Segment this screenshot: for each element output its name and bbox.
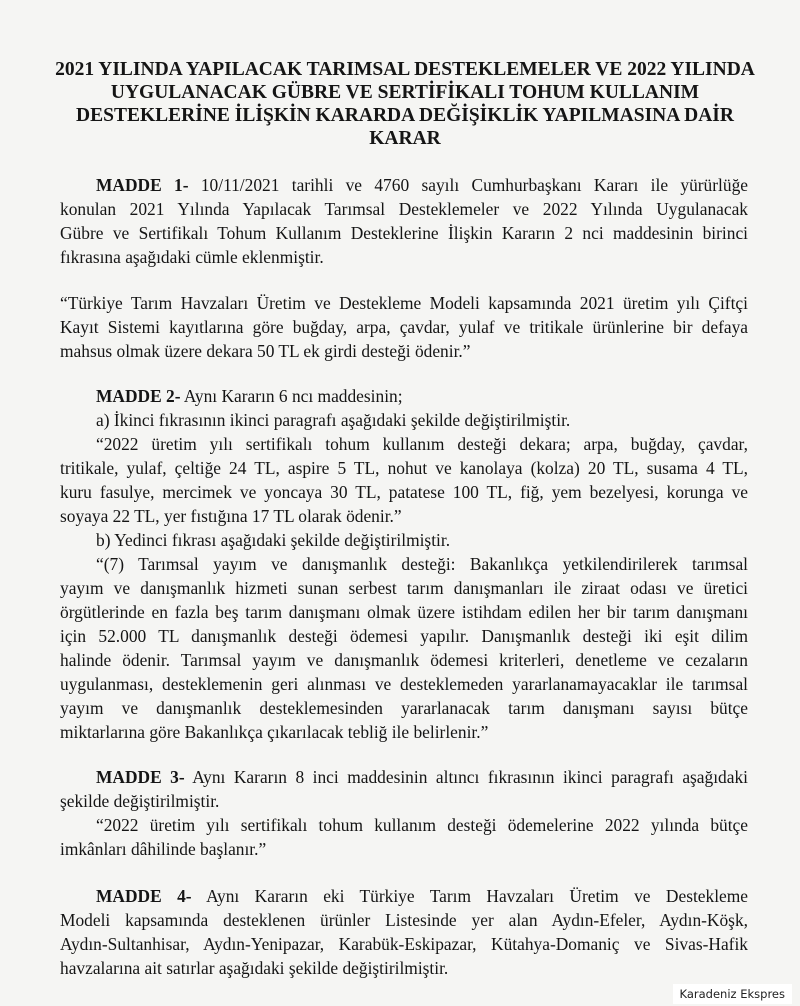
madde-1-text [60, 173, 748, 269]
paragraph-line: Modeli kapsamında desteklenen ürünler Listesinde yer alan Aydın-Efeler, Aydın-Köşk, [60, 910, 748, 930]
paragraph-line: Gübre ve Sertifikalı Tohum Kullanım Desteklerine İlişkin Kararın 2 nci maddesinin birinci [60, 223, 748, 243]
paragraph-line: MADDE 1- 10/11/2021 tarihli ve 4760 sayılı Cumhurbaşkanı Kararı ile yürürlüğe [96, 175, 748, 195]
paragraph-line: MADDE 2- Aynı Kararın 6 ncı maddesinin; [96, 386, 403, 406]
paragraph-line: yayım ve danışmanlık desteklemesinden yararlanacak tarım danışmanı sayısı bütçe [60, 698, 748, 718]
paragraph-line: MADDE 4- Aynı Kararın eki Türkiye Tarım Havzaları Üretim ve Destekleme [96, 886, 749, 906]
paragraph-line: “2022 üretim yılı sertifikalı tohum kullanım desteği dekara; arpa, buğday, çavdar, [96, 434, 748, 454]
document-title [40, 58, 770, 150]
paragraph-line: Kayıt Sistemi kayıtlarına göre buğday, arpa, çavdar, yulaf ve tritikale ürünlerine bir defaya [60, 317, 748, 337]
paragraph-line: halinde ödenir. Tarımsal yayım ve danışmanlık ödemesi kriterleri, denetleme ve cezaların [60, 650, 748, 670]
title-line: KARAR [369, 128, 441, 149]
paragraph-line: yayım ve danışmanlık hizmeti sunan serbest tarım danışmanları ile ziraat odası ve üretici [60, 578, 748, 598]
paragraph-line: havzalarına ait satırlar aşağıdaki şekilde değiştirilmiştir. [60, 958, 449, 978]
paragraph-line: Aydın-Sultanhisar, Aydın-Yenipazar, Karabük-Eskipazar, Kütahya-Domaniç ve Sivas-Hafik [60, 934, 748, 954]
paragraph-line: MADDE 3- Aynı Kararın 8 inci maddesinin altıncı fıkrasının ikinci paragrafı aşağıdaki [96, 767, 748, 787]
watermark-label: Karadeniz Ekspres [673, 984, 792, 1004]
title-line: 2021 YILINDA YAPILACAK TARIMSAL DESTEKLEMELER VE 2022 YILINDA [55, 59, 755, 80]
madde-4-text [60, 884, 748, 980]
article-heading: MADDE 3- [96, 767, 185, 787]
article-heading: MADDE 1- [96, 175, 189, 195]
paragraph-line: kuru fasulye, mercimek ve yoncaya 30 TL, patatese 100 TL, fiğ, yem bezelyesi, korunga ve [60, 482, 748, 502]
paragraph-line: şekilde değiştirilmiştir. [60, 791, 220, 811]
paragraph-line: uygulanması, desteklemenin geri alınması ve desteklemeden yararlanamayacaklar ile tarımsal [60, 674, 748, 694]
paragraph-line: soyaya 22 TL, yer fıstığına 17 TL olarak ödenir.” [60, 506, 402, 526]
title-line: UYGULANACAK GÜBRE VE SERTİFİKALI TOHUM KULLANIM [110, 82, 700, 103]
title-line: DESTEKLERİNE İLİŞKİN KARARDA DEĞİŞİKLİK YAPILMASINA DAİR [76, 105, 734, 126]
paragraph-line: imkânları dâhilinde başlanır.” [60, 839, 267, 859]
paragraph-line: örgütlerinde en fazla beş tarım danışmanı olmak üzere istihdam edilen her bir tarım danışmanı [60, 602, 748, 622]
paragraph-line: tritikale, yulaf, çeltiğe 24 TL, aspire 5 TL, nohut ve kanolaya (kolza) 20 TL, susama 4 TL, [60, 458, 748, 478]
paragraph-line: “(7) Tarımsal yayım ve danışmanlık desteği: Bakanlıkça yetkilendirilerek tarımsal [96, 554, 748, 574]
paragraph-line: “2022 üretim yılı sertifikalı tohum kullanım desteği ödemelerine 2022 yılında bütçe [96, 815, 748, 835]
article-heading: MADDE 4- [96, 886, 192, 906]
madde-2-text [60, 384, 748, 744]
madde-1-quote [60, 291, 748, 363]
paragraph-line: “Türkiye Tarım Havzaları Üretim ve Destekleme Modeli kapsamında 2021 üretim yılı Çiftçi [60, 293, 748, 313]
madde-3-text [60, 765, 748, 861]
paragraph-line: fıkrasına aşağıdaki cümle eklenmiştir. [60, 247, 324, 267]
paragraph-line: mahsus olmak üzere dekara 50 TL ek girdi desteği ödenir.” [60, 341, 471, 361]
paragraph-line: miktarlarına göre Bakanlıkça çıkarılacak tebliğ ile belirlenir.” [60, 722, 489, 742]
paragraph-line: konulan 2021 Yılında Yapılacak Tarımsal Desteklemeler ve 2022 Yılında Uygulanacak [60, 199, 748, 219]
paragraph-line: b) Yedinci fıkrası aşağıdaki şekilde değiştirilmiştir. [96, 530, 451, 550]
paragraph-line: a) İkinci fıkrasının ikinci paragrafı aşağıdaki şekilde değiştirilmiştir. [96, 410, 571, 430]
paragraph-line: için 52.000 TL danışmanlık desteği ödemesi yapılır. Danışmanlık desteği iki eşit dilim [60, 626, 748, 646]
article-heading: MADDE 2- [96, 386, 181, 406]
